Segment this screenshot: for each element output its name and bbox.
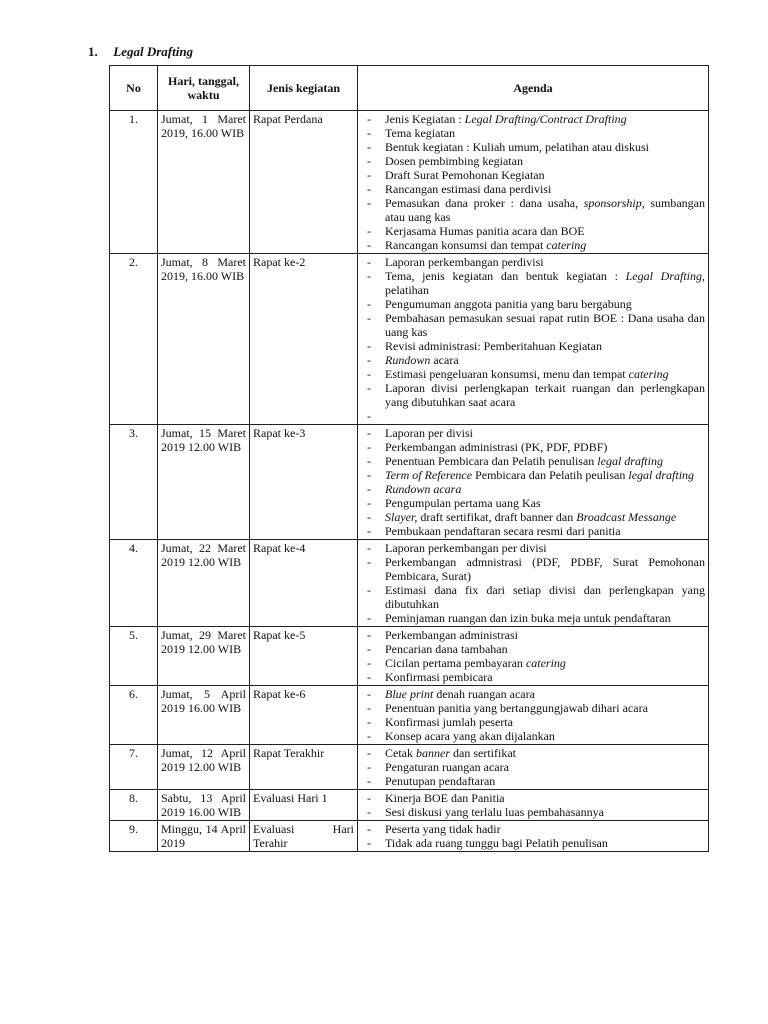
- agenda-text: Pemasukan dana proker : dana usaha,: [385, 196, 584, 210]
- agenda-text: Perkembangan administrasi (PK, PDF, PDBF): [385, 440, 608, 454]
- agenda-item: [361, 611, 705, 625]
- agenda-item: [361, 353, 705, 367]
- agenda-list: [361, 426, 705, 538]
- agenda-item: [361, 510, 705, 524]
- section-number: 1.: [88, 44, 98, 59]
- agenda-list: [361, 746, 705, 788]
- row-agenda: [358, 111, 709, 254]
- agenda-item: [361, 805, 705, 819]
- agenda-text: Konsep acara yang akan dijalankan: [385, 729, 555, 743]
- row-date: Jumat, 8 Maret 2019, 16.00 WIB: [158, 254, 250, 425]
- agenda-item: [361, 656, 705, 670]
- agenda-text: catering: [546, 238, 587, 252]
- agenda-item: [361, 729, 705, 743]
- agenda-item: [361, 168, 705, 182]
- row-number: 3.: [110, 425, 158, 540]
- agenda-text: Tema, jenis kegiatan dan bentuk kegiatan :: [385, 269, 626, 283]
- header-kind: Jenis kegiatan: [250, 66, 358, 111]
- row-kind: Rapat ke-2: [250, 254, 358, 425]
- row-number: 5.: [110, 627, 158, 686]
- agenda-item: [361, 454, 705, 468]
- agenda-item: [361, 746, 705, 760]
- agenda-text: Laporan per divisi: [385, 426, 473, 440]
- agenda-text: Estimasi dana fix dari setiap divisi dan perlengkapan yang dibutuhkan: [385, 583, 705, 611]
- row-date: Jumat, 29 Maret 2019 12.00 WIB: [158, 627, 250, 686]
- agenda-item: [361, 822, 705, 836]
- agenda-text: draft sertifikat, draft banner dan: [417, 510, 577, 524]
- agenda-text: Revisi administrasi: Pemberitahuan Kegiatan: [385, 339, 602, 353]
- row-agenda: [358, 821, 709, 852]
- agenda-item: [361, 297, 705, 311]
- agenda-text: Penentuan Pembicara dan Pelatih penulisan: [385, 454, 598, 468]
- table-row: [110, 254, 709, 425]
- agenda-text: Bentuk kegiatan : Kuliah umum, pelatihan atau diskusi: [385, 140, 649, 154]
- agenda-text: Estimasi pengeluaran konsumsi, menu dan tempat: [385, 367, 629, 381]
- agenda-text: Rancangan estimasi dana perdivisi: [385, 182, 552, 196]
- agenda-text: Pengumuman anggota panitia yang baru bergabung: [385, 297, 632, 311]
- agenda-list: [361, 687, 705, 743]
- agenda-item: [361, 524, 705, 538]
- agenda-item: [361, 468, 705, 482]
- agenda-item: [361, 628, 705, 642]
- agenda-item: [361, 339, 705, 353]
- agenda-text: Cetak: [385, 746, 416, 760]
- agenda-item: [361, 126, 705, 140]
- agenda-text: Tidak ada ruang tunggu bagi Pelatih penulisan: [385, 836, 608, 850]
- agenda-text: Cicilan pertama pembayaran: [385, 656, 526, 670]
- agenda-text: legal drafting: [628, 468, 695, 482]
- agenda-item: [361, 774, 705, 788]
- table-row: [110, 790, 709, 821]
- table-row: [110, 627, 709, 686]
- agenda-text: sponsorship,: [583, 196, 645, 210]
- agenda-text: catering: [628, 367, 669, 381]
- agenda-item: [361, 409, 705, 423]
- agenda-text: Konfirmasi pembicara: [385, 670, 493, 684]
- row-date: Jumat, 12 April 2019 12.00 WIB: [158, 745, 250, 790]
- row-number: 6.: [110, 686, 158, 745]
- agenda-text: Tema kegiatan: [385, 126, 456, 140]
- header-no: No: [110, 66, 158, 111]
- agenda-text: dan sertifikat: [450, 746, 516, 760]
- agenda-item: [361, 426, 705, 440]
- agenda-item: [361, 583, 705, 611]
- row-date: Jumat, 15 Maret 2019 12.00 WIB: [158, 425, 250, 540]
- agenda-text: Kinerja BOE dan Panitia: [385, 791, 505, 805]
- agenda-item: [361, 311, 705, 339]
- agenda-item: [361, 836, 705, 850]
- row-agenda: [358, 254, 709, 425]
- agenda-item: [361, 367, 705, 381]
- agenda-text: Sesi diskusi yang terlalu luas pembahasannya: [385, 805, 604, 819]
- agenda-text: catering: [525, 656, 566, 670]
- row-kind: Evaluasi Hari 1: [250, 790, 358, 821]
- agenda-item: [361, 760, 705, 774]
- section-heading: [88, 44, 193, 60]
- row-number: 1.: [110, 111, 158, 254]
- agenda-text: acara: [430, 353, 459, 367]
- header-agenda: Agenda: [358, 66, 709, 111]
- agenda-item: [361, 670, 705, 684]
- agenda-text: sumbangan atau uang kas: [385, 196, 706, 224]
- agenda-text: Rundown acara: [385, 482, 462, 496]
- row-date: Jumat, 5 April 2019 16.00 WIB: [158, 686, 250, 745]
- agenda-item: [361, 140, 705, 154]
- row-number: 7.: [110, 745, 158, 790]
- table-row: [110, 686, 709, 745]
- agenda-item: [361, 238, 705, 252]
- agenda-text: Perkembangan admnistrasi (PDF, PDBF, Surat Pemohonan Pembicara, Surat): [385, 555, 705, 583]
- table-row: [110, 821, 709, 852]
- agenda-text: Jenis Kegiatan :: [385, 112, 465, 126]
- agenda-text: Pembicara dan Pelatih peulisan: [472, 468, 629, 482]
- agenda-text: legal drafting: [597, 454, 663, 468]
- agenda-item: [361, 381, 705, 409]
- meeting-schedule-table: [109, 65, 709, 852]
- agenda-text: Penentuan panitia yang bertanggungjawab dihari acara: [385, 701, 648, 715]
- row-agenda: [358, 627, 709, 686]
- agenda-list: [361, 541, 705, 625]
- agenda-item: [361, 269, 705, 297]
- agenda-item: [361, 687, 705, 701]
- agenda-list: [361, 628, 705, 684]
- agenda-text: Broadcast Messange: [576, 510, 677, 524]
- agenda-item: [361, 482, 705, 496]
- agenda-text: Penutupan pendaftaran: [385, 774, 496, 788]
- row-kind: Rapat ke-5: [250, 627, 358, 686]
- agenda-text: Pembahasan pemasukan sesuai rapat rutin BOE : Dana usaha dan uang kas: [385, 311, 705, 339]
- row-kind: Evaluasi Hari Terahir: [250, 821, 358, 852]
- agenda-text: denah ruangan acara: [433, 687, 535, 701]
- row-kind: Rapat ke-6: [250, 686, 358, 745]
- agenda-text: Laporan divisi perlengkapan terkait ruangan dan perlengkapan yang dibutuhkan saat acara: [385, 381, 705, 409]
- agenda-item: [361, 555, 705, 583]
- agenda-list: [361, 822, 705, 850]
- row-number: 8.: [110, 790, 158, 821]
- agenda-item: [361, 112, 705, 126]
- agenda-item: [361, 182, 705, 196]
- agenda-text: Term of Reference: [385, 468, 473, 482]
- agenda-list: [361, 112, 705, 252]
- table-body: [110, 111, 709, 852]
- agenda-text: banner: [416, 746, 450, 760]
- row-date: Minggu, 14 April 2019: [158, 821, 250, 852]
- row-agenda: [358, 745, 709, 790]
- row-number: 4.: [110, 540, 158, 627]
- row-kind: Rapat Perdana: [250, 111, 358, 254]
- row-agenda: [358, 790, 709, 821]
- agenda-item: [361, 642, 705, 656]
- section-title: Legal Drafting: [113, 44, 194, 59]
- agenda-item: [361, 255, 705, 269]
- row-date: Sabtu, 13 April 2019 16.00 WIB: [158, 790, 250, 821]
- agenda-text: Draft Surat Pemohonan Kegiatan: [385, 168, 545, 182]
- table-row: [110, 540, 709, 627]
- agenda-text: Laporan perkembangan perdivisi: [385, 255, 544, 269]
- agenda-text: Konfirmasi jumlah peserta: [385, 715, 513, 729]
- agenda-text: Pengaturan ruangan acara: [385, 760, 509, 774]
- row-number: 2.: [110, 254, 158, 425]
- row-date: Jumat, 1 Maret 2019, 16.00 WIB: [158, 111, 250, 254]
- table-row: [110, 745, 709, 790]
- agenda-text: Peserta yang tidak hadir: [385, 822, 501, 836]
- agenda-text: Rancangan konsumsi dan tempat: [385, 238, 547, 252]
- agenda-text: Perkembangan administrasi: [385, 628, 518, 642]
- row-agenda: [358, 686, 709, 745]
- agenda-item: [361, 701, 705, 715]
- row-number: 9.: [110, 821, 158, 852]
- row-date: Jumat, 22 Maret 2019 12.00 WIB: [158, 540, 250, 627]
- agenda-item: [361, 196, 705, 224]
- agenda-list: [361, 791, 705, 819]
- agenda-text: Pengumpulan pertama uang Kas: [385, 496, 541, 510]
- row-kind: Rapat Terakhir: [250, 745, 358, 790]
- agenda-item: [361, 496, 705, 510]
- row-kind: Rapat ke-4: [250, 540, 358, 627]
- agenda-text: Legal Drafting/Contract Drafting: [464, 112, 627, 126]
- agenda-text: Peminjaman ruangan dan izin buka meja untuk pendaftaran: [385, 611, 671, 625]
- agenda-text: Slayer,: [385, 510, 418, 524]
- agenda-item: [361, 440, 705, 454]
- agenda-text: Dosen pembimbing kegiatan: [385, 154, 523, 168]
- table-row: [110, 425, 709, 540]
- header-date: Hari, tanggal, waktu: [158, 66, 250, 111]
- agenda-list: [361, 255, 705, 423]
- row-kind: Rapat ke-3: [250, 425, 358, 540]
- row-agenda: [358, 425, 709, 540]
- agenda-text: Pembukaan pendaftaran secara resmi dari panitia: [385, 524, 621, 538]
- table-row: [110, 111, 709, 254]
- agenda-text: Laporan perkembangan per divisi: [385, 541, 547, 555]
- agenda-item: [361, 791, 705, 805]
- agenda-item: [361, 715, 705, 729]
- agenda-text: Blue print: [385, 687, 434, 701]
- agenda-text: Kerjasama Humas panitia acara dan BOE: [385, 224, 585, 238]
- agenda-text: Legal Drafting,: [625, 269, 705, 283]
- agenda-item: [361, 154, 705, 168]
- agenda-item: [361, 224, 705, 238]
- agenda-text: pelatihan: [385, 283, 429, 297]
- agenda-item: [361, 541, 705, 555]
- table-header-row: [110, 66, 709, 111]
- row-agenda: [358, 540, 709, 627]
- agenda-text: Pencarian dana tambahan: [385, 642, 508, 656]
- agenda-text: Rundown: [385, 353, 431, 367]
